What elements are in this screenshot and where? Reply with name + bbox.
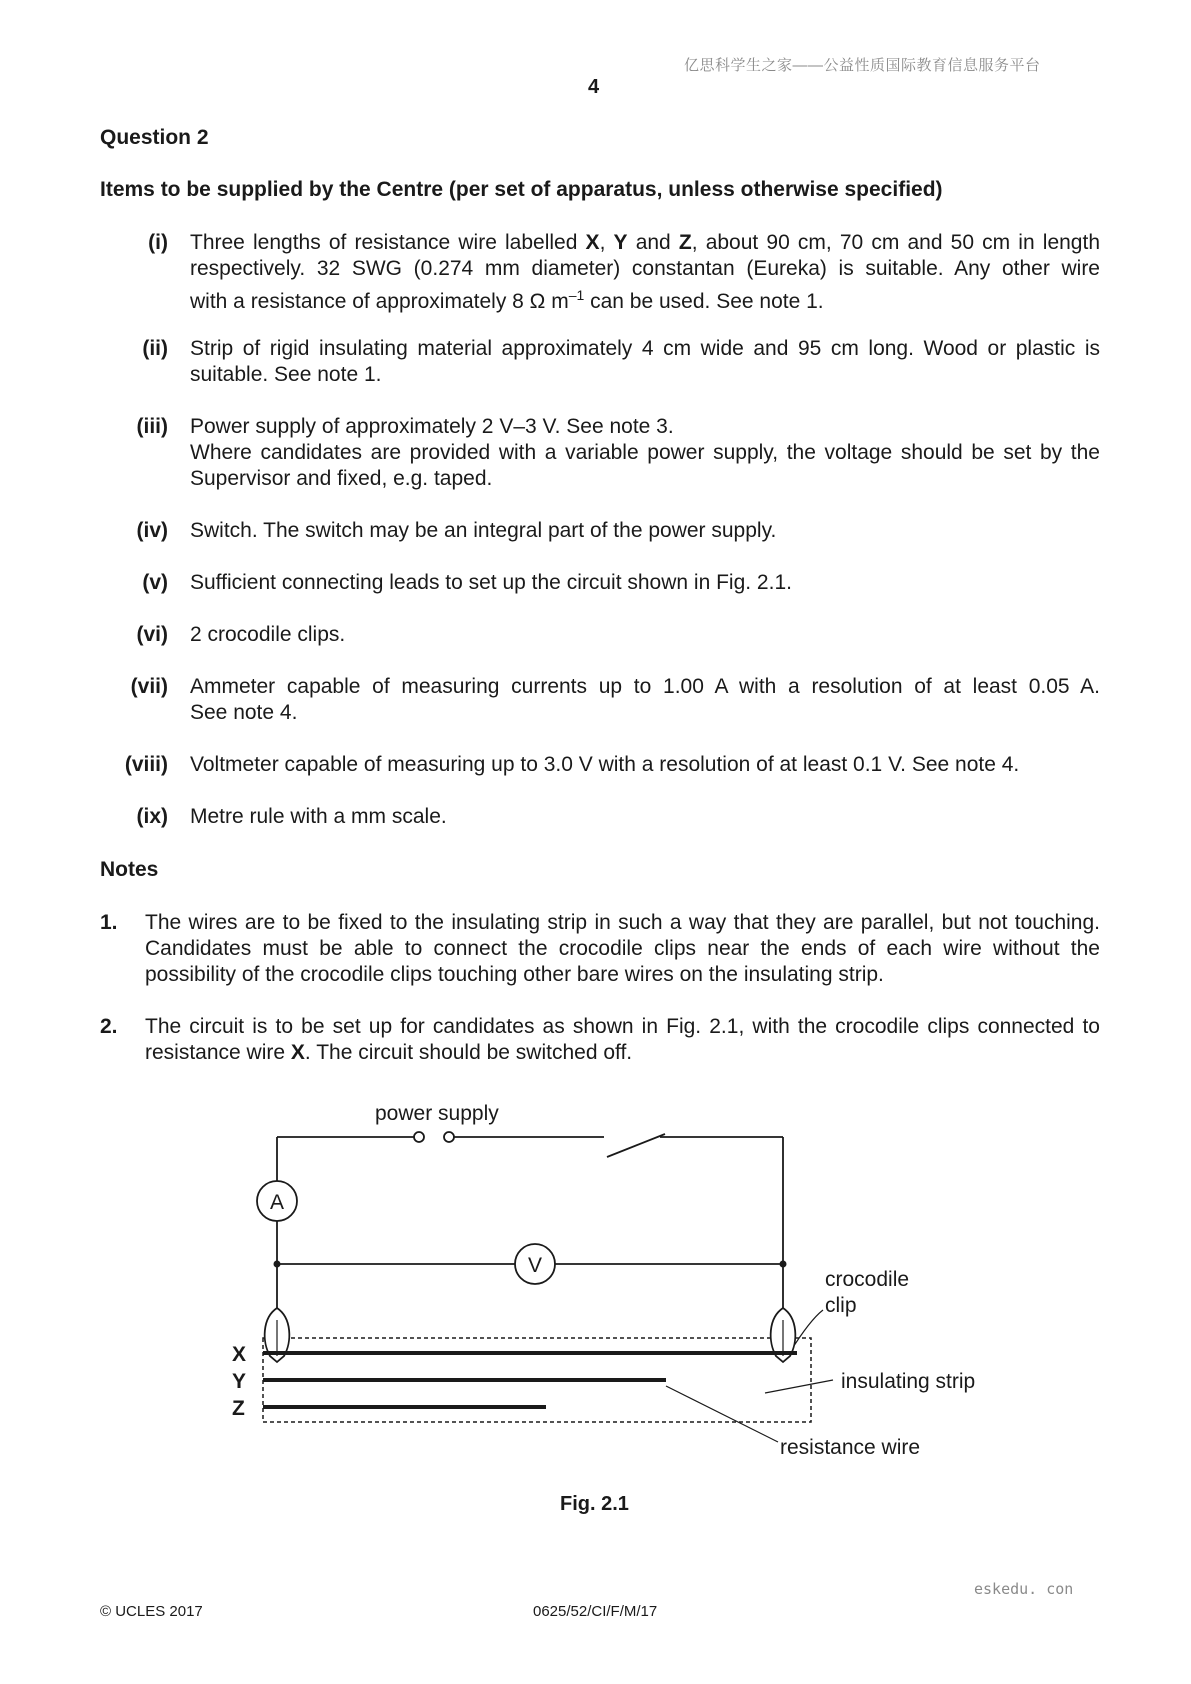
item-line: Voltmeter capable of measuring up to 3.0 V with a resolution of at least 0.1 V. See note 4. (190, 753, 1020, 776)
power-supply-terminal-left (414, 1132, 424, 1142)
item-line: Strip of rigid insulating material approximately 4 cm wide and 95 cm long. Wood or plastic is (190, 337, 1100, 360)
items-heading: Items to be supplied by the Centre (per set of apparatus, unless otherwise specified) (100, 178, 943, 201)
junction-right (780, 1261, 787, 1268)
item-number: (v) (142, 571, 168, 594)
note-line: resistance wire X. The circuit should be switched off. (145, 1041, 633, 1064)
item-number: (viii) (124, 753, 168, 776)
insulating-strip-leader (765, 1380, 833, 1393)
note-line: The wires are to be fixed to the insulating strip in such a way that they are parallel, but not touching. (145, 911, 1100, 934)
label-ammeter: A (269, 1191, 285, 1214)
item-number: (ii) (142, 337, 168, 360)
label-wire-y: Y (232, 1370, 247, 1393)
resistance-wire-leader (666, 1386, 778, 1442)
footer-code: 0625/52/CI/F/M/17 (533, 1603, 658, 1620)
header-watermark: 亿思科学生之家——公益性质国际教育信息服务平台 (684, 57, 1041, 74)
item-line: respectively. 32 SWG (0.274 mm diameter) constantan (Eureka) is suitable. Any other wire (190, 257, 1100, 280)
item-number: (vii) (130, 675, 168, 698)
item-line: Where candidates are provided with a variable power supply, the voltage should be set by the (190, 441, 1100, 464)
item-line: Sufficient connecting leads to set up the circuit shown in Fig. 2.1. (190, 571, 792, 594)
note-number: 1. (100, 911, 118, 934)
item-number: (ix) (136, 805, 168, 828)
switch-blade (607, 1134, 665, 1157)
label-voltmeter: V (527, 1254, 543, 1277)
item-line: 2 crocodile clips. (190, 623, 346, 646)
footer-copyright: © UCLES 2017 (100, 1603, 203, 1620)
question-title: Question 2 (100, 126, 209, 149)
item-line: Three lengths of resistance wire labelled X, Y and Z, about 90 cm, 70 cm and 50 cm in length (190, 231, 1101, 254)
item-line: Supervisor and fixed, e.g. taped. (190, 467, 493, 490)
junction-left (274, 1261, 281, 1268)
label-wire-z: Z (232, 1397, 245, 1420)
label-insulating-strip: insulating strip (841, 1370, 976, 1393)
power-supply-terminal-right (444, 1132, 454, 1142)
footer-site-watermark: eskedu. con (974, 1580, 1074, 1598)
note-line: The circuit is to be set up for candidates as shown in Fig. 2.1, with the crocodile clips connected to (145, 1015, 1100, 1038)
item-line: suitable. See note 1. (190, 363, 382, 386)
item-line: Ammeter capable of measuring currents up to 1.00 A with a resolution of at least 0.05 A. (190, 675, 1100, 698)
label-crocodile: crocodile (825, 1268, 910, 1291)
item-line: Switch. The switch may be an integral part of the power supply. (190, 519, 777, 542)
item-line: See note 4. (190, 701, 298, 724)
notes-heading: Notes (100, 858, 159, 881)
label-resistance-wire: resistance wire (780, 1436, 921, 1459)
figure-caption: Fig. 2.1 (560, 1493, 629, 1515)
item-number: (i) (148, 231, 168, 254)
item-line: with a resistance of approximately 8 Ω $m^{-1}$ can be used. See note 1. (190, 287, 824, 313)
item-number: (iii) (136, 415, 168, 438)
note-line: possibility of the crocodile clips touching other bare wires on the insulating strip. (145, 963, 884, 986)
item-line: Power supply of approximately 2 V–3 V. See note 3. (190, 415, 674, 438)
item-number: (iv) (136, 519, 168, 542)
item-line: Metre rule with a mm scale. (190, 805, 447, 828)
note-number: 2. (100, 1015, 118, 1038)
page-number: 4 (588, 76, 600, 98)
label-power-supply: power supply (375, 1102, 499, 1125)
label-clip: clip (825, 1294, 857, 1317)
item-number: (vi) (136, 623, 168, 646)
note-line: Candidates must be able to connect the crocodile clips near the ends of each wire without the (145, 937, 1100, 960)
label-wire-x: X (232, 1343, 247, 1366)
